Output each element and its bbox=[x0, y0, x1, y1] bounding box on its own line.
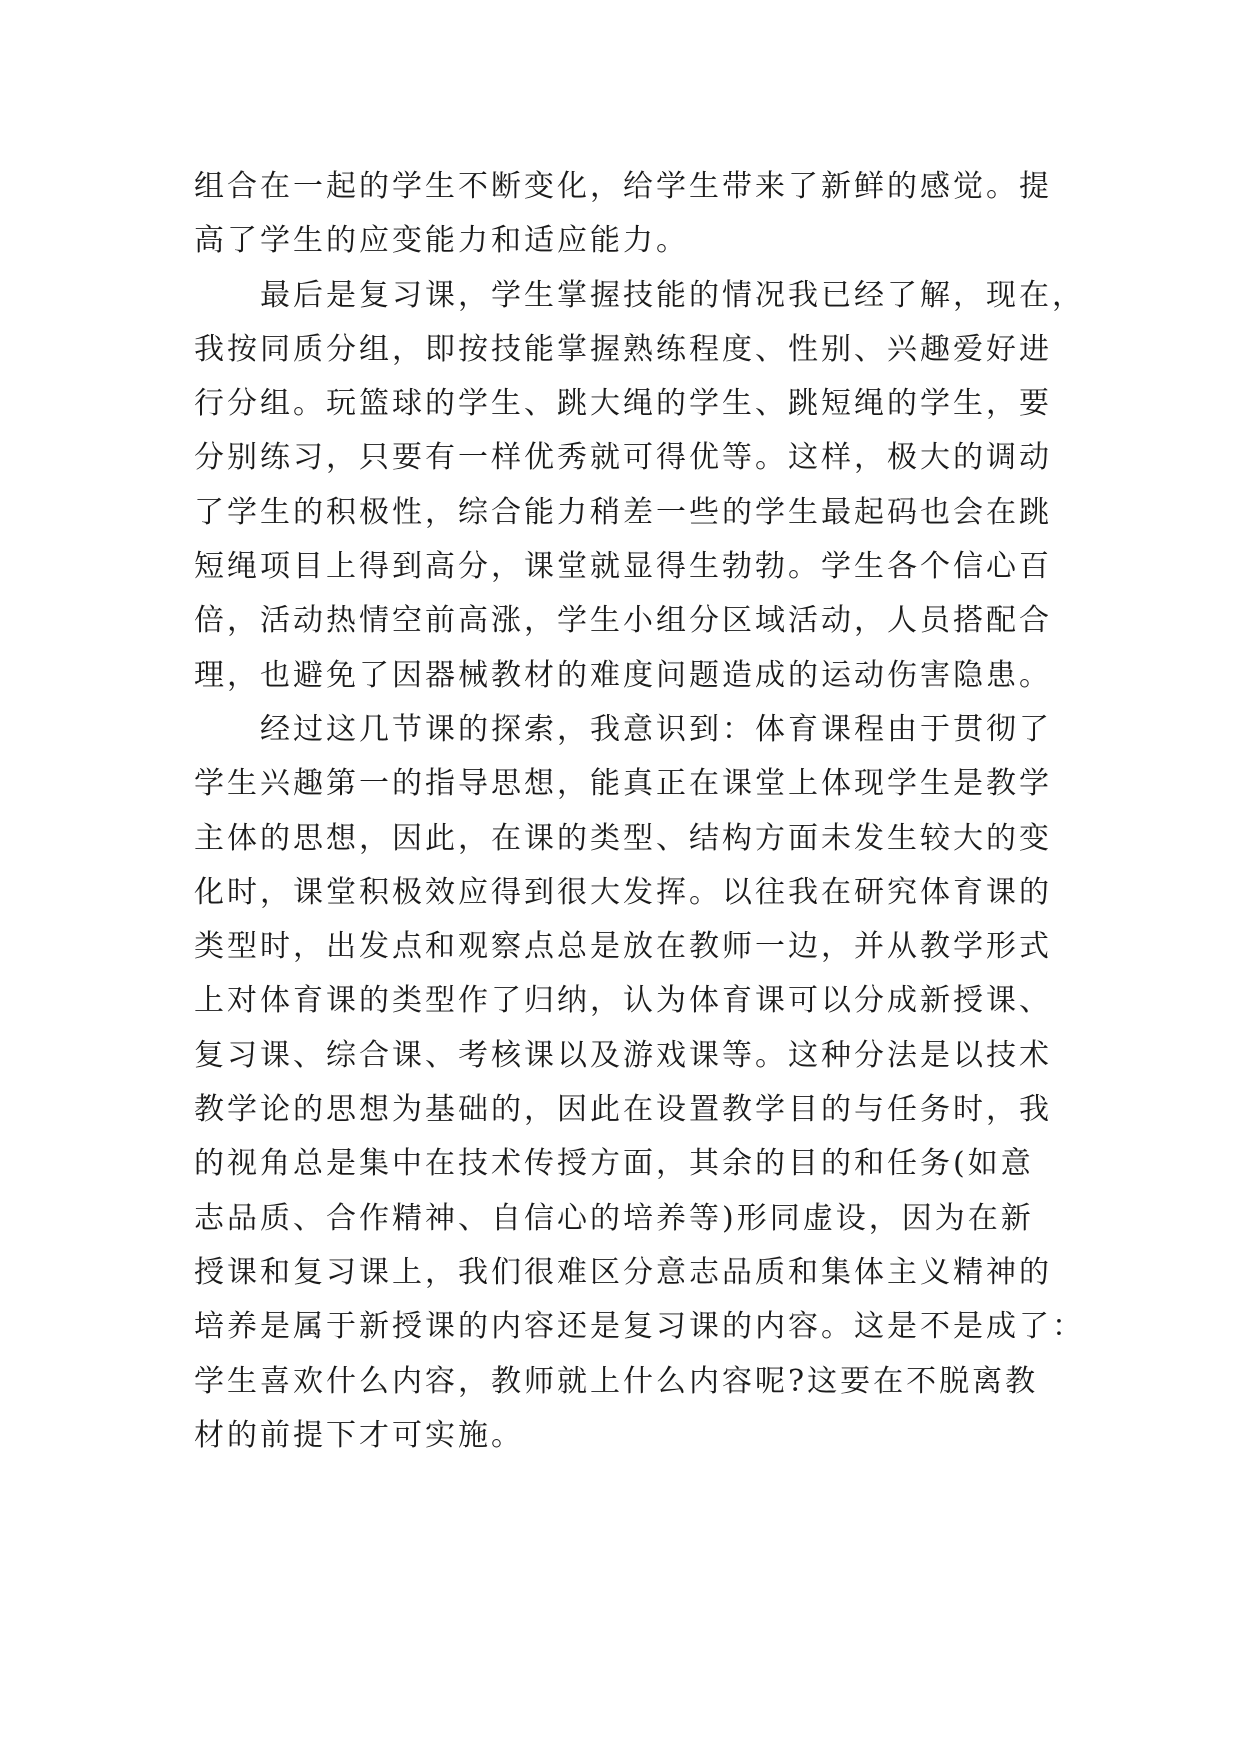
paragraph-3-line-13: 学生喜欢什么内容，教师就上什么内容呢?这要在不脱离教 bbox=[194, 1363, 1039, 1399]
paragraph-2-line-3: 行分组。玩篮球的学生、跳大绳的学生、跳短绳的学生，要 bbox=[194, 386, 1052, 422]
paragraph-3-line-2: 学生兴趣第一的指导思想，能真正在课堂上体现学生是教学 bbox=[194, 766, 1052, 802]
paragraph-2-line-2: 我按同质分组，即按技能掌握熟练程度、性别、兴趣爱好进 bbox=[194, 331, 1052, 367]
paragraph-3-line-12: 培养是属于新授课的内容还是复习课的内容。这是不是成了： bbox=[194, 1309, 1085, 1345]
paragraph-2-line-1: 最后是复习课，学生掌握技能的情况我已经了解，现在， bbox=[260, 277, 1085, 313]
paragraph-2-line-8: 理，也避免了因器械教材的难度问题造成的运动伤害隐患。 bbox=[194, 657, 1052, 693]
paragraph-3-line-5: 类型时，出发点和观察点总是放在教师一边，并从教学形式 bbox=[194, 929, 1052, 965]
paragraph-3-line-3: 主体的思想，因此，在课的类型、结构方面未发生较大的变 bbox=[194, 820, 1052, 856]
paragraph-3-line-6: 上对体育课的类型作了归纳，认为体育课可以分成新授课、 bbox=[194, 983, 1052, 1019]
paragraph-2-line-6: 短绳项目上得到高分，课堂就显得生勃勃。学生各个信心百 bbox=[194, 549, 1052, 585]
body-text bbox=[194, 160, 1085, 1463]
paragraph-1-line-1: 组合在一起的学生不断变化，给学生带来了新鲜的感觉。提 bbox=[194, 169, 1052, 204]
paragraph-2-line-5: 了学生的积极性，综合能力稍差一些的学生最起码也会在跳 bbox=[194, 494, 1052, 530]
paragraph-3-line-14: 材的前提下才可实施。 bbox=[194, 1417, 524, 1453]
paragraph-2-line-4: 分别练习，只要有一样优秀就可得优等。这样，极大的调动 bbox=[194, 440, 1052, 476]
paragraph-3-line-8: 教学论的思想为基础的，因此在设置教学目的与任务时，我 bbox=[194, 1092, 1052, 1128]
paragraph-1-line-2: 高了学生的应变能力和适应能力。 bbox=[194, 223, 689, 259]
paragraph-3-line-4: 化时，课堂积极效应得到很大发挥。以往我在研究体育课的 bbox=[194, 874, 1052, 910]
paragraph-3-line-1: 经过这几节课的探索，我意识到：体育课程由于贯彻了 bbox=[260, 711, 1052, 747]
paragraph-3-line-9: 的视角总是集中在技术传授方面，其余的目的和任务(如意 bbox=[194, 1146, 1034, 1182]
paragraph-3-line-7: 复习课、综合课、考核课以及游戏课等。这种分法是以技术 bbox=[194, 1037, 1052, 1073]
paragraph-3-line-10: 志品质、合作精神、自信心的培养等)形同虚设，因为在新 bbox=[194, 1200, 1034, 1236]
paragraph-2-line-7: 倍，活动热情空前高涨，学生小组分区域活动，人员搭配合 bbox=[194, 603, 1052, 639]
paragraph-3-line-11: 授课和复习课上，我们很难区分意志品质和集体主义精神的 bbox=[194, 1254, 1052, 1290]
